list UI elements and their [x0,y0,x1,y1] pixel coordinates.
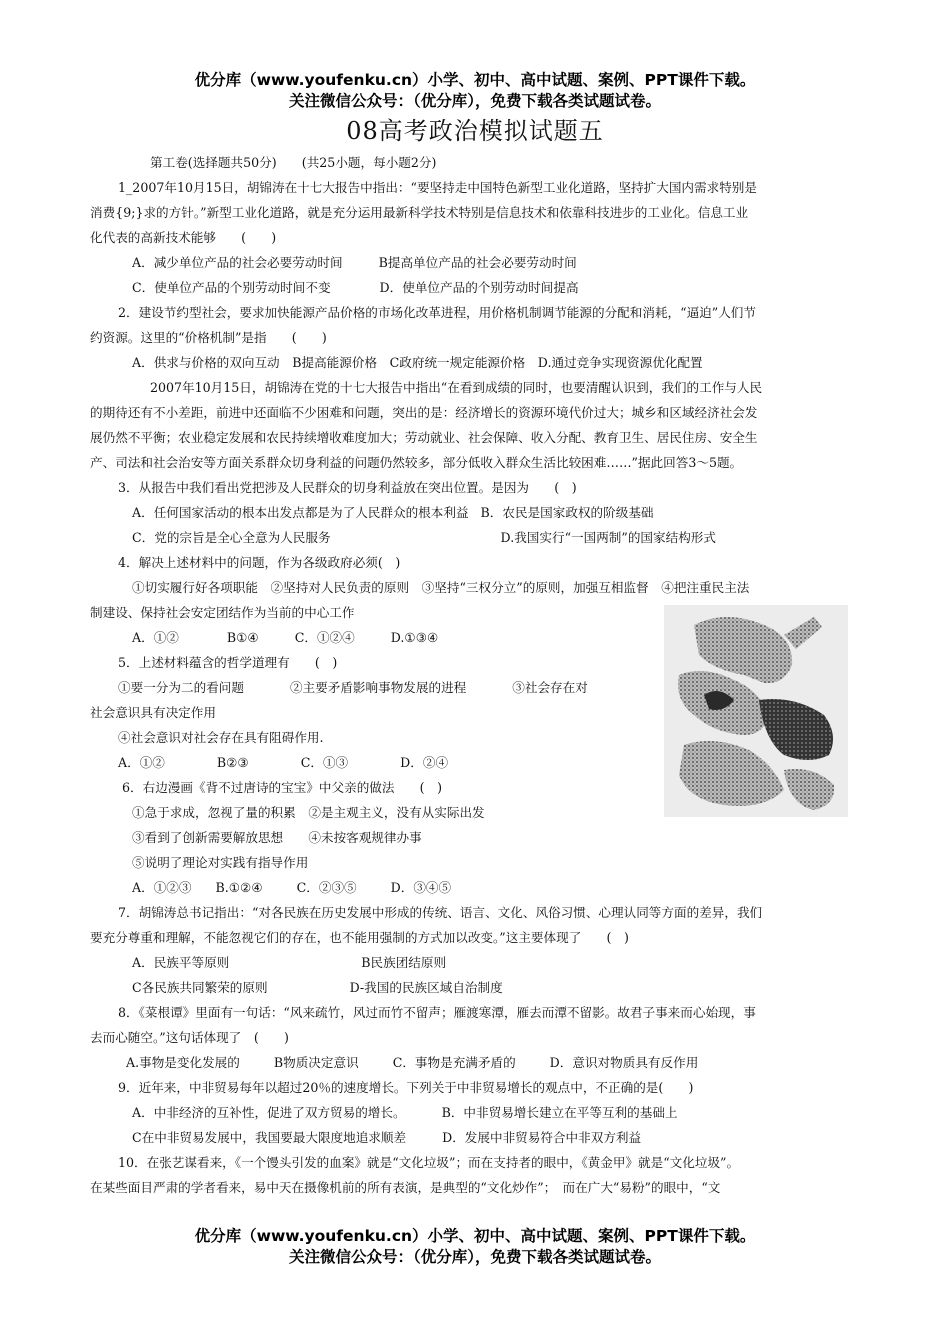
q3-stem: 3．从报告中我们看出党把涉及人民群众的切身利益放在突出位置。是因为 ( ) [118,480,577,495]
q1-line-1: 1_2007年10月15日，胡锦涛在十七大报告中指出：“要坚持走中国特色新型工业化道路，坚持扩大国内需求特别是 [118,180,757,195]
q9-options-ab [90,1100,870,1125]
q8-options [90,1050,870,1075]
q2-options: A．供求与价格的双向互动 B提高能源价格 C政府统一规定能源价格 D.通过竞争实现资源优化配置 [132,355,703,370]
q6-stem: 6．右边漫画《背不过唐诗的宝宝》中父亲的做法 ( ) [122,780,443,795]
q7-line-1: 7．胡锦涛总书记指出：“对各民族在历史发展中形成的传统、语言、文化、风俗习惯、心理认同等方面的差异，我们 [118,905,763,920]
q1-options-ab [90,250,870,275]
q4-option-a: A．①② [132,630,179,645]
q3-options-ab [90,500,870,525]
bottom-footer [0,1226,950,1268]
q10-line-2: 在某些面目严肃的学者看来，易中天在摄像机前的所有表演，是典型的“文化炒作”； 而在广大“易粉”的眼中，“文 [90,1180,721,1195]
q8-option-d: D．意识对物质具有反作用 [549,1055,699,1070]
q9-option-c: C在中非贸易发展中，我国要最大限度地追求顺差 [132,1130,407,1145]
q9-option-a: A．中非经济的互补性，促进了双方贸易的增长。 [132,1105,406,1120]
footer-line-2: 关注微信公众号：（优分库），免费下载各类试题试卷。 [288,1248,661,1266]
q5-option-d: D．②④ [400,755,449,770]
cartoon-drawing [664,605,848,817]
q1-line-2: 消费{9;}求的方针。”新型工业化道路，就是充分运用最新科学技术特别是信息技术和依靠科技进步的工业化。信息工业 [90,205,749,220]
q8-line-2: 去而心随空。”这句话体现了 ( ) [90,1030,289,1045]
q5-item-1: ①要一分为二的看问题 [118,680,244,695]
q7-option-d: D-我国的民族区域自治制度 [349,980,503,995]
q7-option-c: C各民族共同繁荣的原则 [132,980,268,995]
top-header [0,70,950,112]
q3-option-c: C．党的宗旨是全心全意为人民服务 [132,530,331,545]
q3-option-b: B．农民是国家政权的阶级基础 [480,505,654,520]
q3-option-d: D.我国实行“一国两制”的国家结构形式 [500,530,716,545]
q10-line-1: 10．在张艺谋看来，《一个馒头引发的血案》就是“文化垃圾”；而在支持者的眼中，《黄金甲》就是“文化垃圾”。 [118,1155,740,1170]
cartoon-image [664,605,848,817]
q6-option-b: B.①②④ [215,880,263,895]
q9-stem: 9．近年来，中非贸易每年以超过20％的速度增长。下列关于中非贸易增长的观点中，不正确的是( ) [118,1080,694,1095]
q4-option-b: B①④ [226,630,259,645]
q9-options-cd [90,1125,870,1150]
q1-option-c: C．使单位产品的个别劳动时间不变 [132,280,331,295]
q3-options-cd [90,525,870,550]
q7-options-cd [90,975,870,1000]
q5-option-b: B②③ [216,755,249,770]
q4-line-1: ①切实履行好各项职能 ②坚持对人民负责的原则 ③坚持“三权分立”的原则，加强互相监督 ④把注重民主法 [132,580,750,595]
q1-option-a: A．减少单位产品的社会必要劳动时间 [132,255,343,270]
q5-item-2: ②主要矛盾影响事物发展的进程 [289,680,467,695]
q5-line-3: ④社会意识对社会存在具有阻碍作用. [118,730,324,745]
q2-line-1: 2．建设节约型社会，要求加快能源产品价格的市场化改革进程，用价格机制调节能源的分配和消耗，“逼迫”人们节 [118,305,756,320]
header-line-2: 关注微信公众号：（优分库），免费下载各类试题试卷。 [288,92,661,110]
q5-line-2: 社会意识具有决定作用 [90,705,216,720]
q9-option-d: D．发展中非贸易符合中非双方利益 [442,1130,642,1145]
q4-stem: 4．解决上述材料中的问题，作为各级政府必须( ) [118,555,401,570]
q4-line-2: 制建设、保持社会安定团结作为当前的中心工作 [90,605,355,620]
q7-options-ab [90,950,870,975]
q4-option-c: C．①②④ [294,630,355,645]
q6-line-3: ⑤说明了理论对实践有指导作用 [132,855,309,870]
q6-line-1: ①急于求成，忽视了量的积累 ②是主观主义，没有从实际出发 [132,805,485,820]
page-title: 08高考政治模拟试题五 [346,117,604,145]
q6-option-d: D．③④⑤ [390,880,452,895]
q8-option-b: B物质决定意识 [273,1055,359,1070]
material-line-2: 的期待还有不小差距，前进中还面临不少困难和问题，突出的是：经济增长的资源环境代价过大；城乡和区域经济社会发 [90,405,758,420]
q1-line-3: 化代表的高新技术能够 ( ) [90,230,277,245]
material-line-1: 2007年10月15日，胡锦涛在党的十七大报告中指出“在看到成绩的同时，也要清醒认识到，我们的工作与人民 [150,380,763,395]
material-line-4: 产、司法和社会治安等方面关系群众切身利益的问题仍然较多，部分低收入群众生活比较困难……”据此回答3～5题。 [90,455,743,470]
q1-option-d: D．使单位产品的个别劳动时间提高 [379,280,579,295]
q6-line-2: ③看到了创新需要解放思想 ④未按客观规律办事 [132,830,422,845]
q6-options [90,875,870,900]
q6-option-c: C．②③⑤ [296,880,357,895]
q4-option-d: D.①③④ [390,630,439,645]
q7-option-a: A．民族平等原则 [132,955,230,970]
q2-line-2: 约资源。这里的“价格机制”是指 ( ) [90,330,327,345]
q6-option-a: A．①②③ [132,880,192,895]
header-line-1: 优分库（www.youfenku.cn）小学、初中、高中试题、案例、PPT课件下载。 [194,71,756,89]
q7-line-2: 要充分尊重和理解，不能忽视它们的存在，也不能用强制的方式加以改变。”这主要体现了 ( ) [90,930,629,945]
q8-option-c: C．事物是充满矛盾的 [392,1055,516,1070]
q1-options-cd [90,275,870,300]
footer-line-1: 优分库（www.youfenku.cn）小学、初中、高中试题、案例、PPT课件下载。 [194,1227,756,1245]
q5-stem: 5．上述材料蕴含的哲学道理有 ( ) [118,655,338,670]
q5-option-c: C．①③ [300,755,349,770]
material-line-3: 展仍然不平衡；农业稳定发展和农民持续增收难度加大；劳动就业、社会保障、收入分配、教育卫生、居民住房、安全生 [90,430,758,445]
q8-line-1: 8．《菜根谭》里面有一句话：“风来疏竹，风过而竹不留声；雁渡寒潭，雁去而潭不留影。故君子事来而心始现，事 [118,1005,756,1020]
q8-option-a: A.事物是变化发展的 [126,1055,240,1070]
q3-option-a: A．任何国家活动的根本出发点都是为了人民群众的根本利益 [132,505,469,520]
q9-option-b: B．中非贸易增长建立在平等互利的基础上 [441,1105,678,1120]
q5-option-a: A．①② [118,755,165,770]
section-heading: 第工卷(选择题共50分) (共25小题，每小题2分) [150,155,437,170]
q1-option-b: B提高单位产品的社会必要劳动时间 [378,255,577,270]
q7-option-b: B民族团结原则 [361,955,447,970]
q5-item-3: ③社会存在对 [512,680,588,695]
